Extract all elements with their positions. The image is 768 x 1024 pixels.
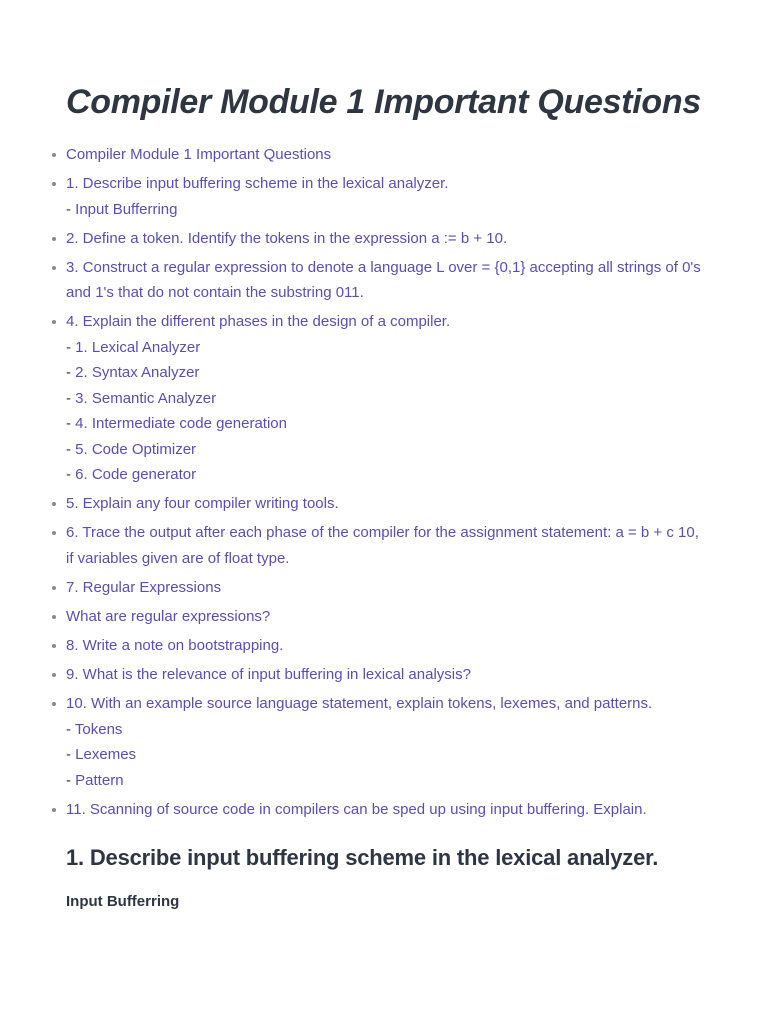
toc-subitem — [66, 742, 702, 768]
toc-subitem — [66, 437, 702, 463]
bullet-dot — [52, 182, 56, 186]
toc-root-link[interactable]: Compiler Module 1 Important Questions — [66, 146, 332, 163]
bullet-dot — [52, 615, 56, 619]
dash-marker: - — [66, 771, 76, 789]
toc-item-link[interactable]: 1. Describe input buffering scheme in the lexical analyzer. — [66, 175, 449, 192]
toc-child-link[interactable]: What are regular expressions? — [66, 608, 271, 625]
bullet-dot — [52, 673, 56, 677]
toc-subitem — [66, 462, 702, 488]
dash-marker: - — [66, 746, 76, 763]
toc-item-link[interactable]: 5. Explain any four compiler writing tools. — [66, 495, 339, 512]
dash-marker: - — [66, 200, 76, 218]
toc-item — [66, 797, 702, 823]
toc-subitem-link[interactable]: 5. Code Optimizer — [75, 440, 197, 458]
toc-child-list — [66, 604, 702, 630]
toc-subitem — [66, 335, 702, 361]
toc-subitem-link[interactable]: 1. Lexical Analyzer — [75, 338, 201, 356]
toc-item-link[interactable]: 3. Construct a regular expression to denote a language L over = {0,1} accepting all strings of 0's and 1's that do not contain the substring 011. — [66, 258, 701, 301]
dash-marker: - — [66, 364, 76, 381]
toc-item — [66, 691, 702, 793]
toc-subitem-link[interactable]: Tokens — [74, 720, 123, 738]
table-of-contents — [66, 142, 702, 822]
section-heading: 1. Describe input buffering scheme in the lexical analyzer. — [66, 845, 659, 870]
toc-subitem — [66, 360, 702, 386]
toc-subitem-link[interactable]: 3. Semantic Analyzer — [75, 389, 217, 407]
toc-item — [66, 575, 702, 630]
toc-item-link[interactable]: 6. Trace the output after each phase of the compiler for the assignment statement: a = b + c 10, if variables given are of float type. — [66, 524, 699, 567]
toc-item — [66, 171, 702, 222]
dash-marker: - — [66, 466, 76, 483]
toc-subitem — [66, 197, 702, 223]
toc-item-link[interactable]: 2. Define a token. Identify the tokens in the expression a := b + 10. — [66, 229, 508, 247]
toc-item — [66, 520, 702, 571]
bullet-dot — [52, 644, 56, 648]
toc-subitem-link[interactable]: 4. Intermediate code generation — [75, 415, 287, 432]
toc-subitem-link[interactable]: 6. Code generator — [75, 466, 197, 483]
toc-item — [66, 662, 702, 688]
toc-item-link[interactable]: 11. Scanning of source code in compilers can be sped up using input buffering. Explain. — [66, 800, 647, 818]
toc-item — [66, 255, 702, 306]
bullet-dot — [52, 266, 56, 270]
toc-child-item — [66, 604, 702, 630]
toc-subitem — [66, 386, 702, 412]
toc-item — [66, 491, 702, 517]
toc-item — [66, 633, 702, 659]
bullet-dot — [52, 702, 56, 706]
toc-item — [66, 226, 702, 252]
section-subheading: Input Bufferring — [66, 893, 180, 910]
toc-subitem — [66, 411, 702, 437]
dash-marker: - — [66, 338, 76, 356]
toc-subitem-link[interactable]: 2. Syntax Analyzer — [75, 364, 200, 381]
toc-subitem-link[interactable]: Pattern — [75, 771, 124, 789]
toc-subitem — [66, 768, 702, 794]
bullet-dot — [52, 808, 56, 812]
toc-subitem-link[interactable]: Lexemes — [75, 746, 137, 763]
bullet-dot — [52, 320, 56, 324]
bullet-dot — [52, 153, 56, 157]
toc-item — [66, 309, 702, 488]
toc-item-link[interactable]: 7. Regular Expressions — [66, 578, 222, 596]
toc-root-list — [66, 142, 702, 822]
dash-marker: - — [66, 389, 76, 407]
bullet-dot — [52, 502, 56, 506]
toc-item-link[interactable]: 8. Write a note on bootstrapping. — [66, 637, 284, 654]
dash-marker: - — [66, 415, 76, 432]
page-title: Compiler Module 1 Important Questions — [66, 83, 701, 121]
bullet-dot — [52, 531, 56, 535]
toc-subitem-link[interactable]: Input Bufferring — [75, 200, 178, 218]
toc-item-link[interactable]: 9. What is the relevance of input buffering in lexical analysis? — [66, 666, 471, 683]
toc-item-link[interactable]: 4. Explain the different phases in the design of a compiler. — [66, 313, 451, 330]
bullet-dot — [52, 586, 56, 590]
toc-item-link[interactable]: 10. With an example source language statement, explain tokens, lexemes, and patterns. — [66, 695, 653, 712]
toc-item-list — [66, 171, 702, 822]
toc-root-item — [66, 142, 702, 822]
dash-marker: - — [66, 720, 75, 738]
dash-marker: - — [66, 440, 76, 458]
toc-subitem — [66, 717, 702, 743]
bullet-dot — [52, 237, 56, 241]
